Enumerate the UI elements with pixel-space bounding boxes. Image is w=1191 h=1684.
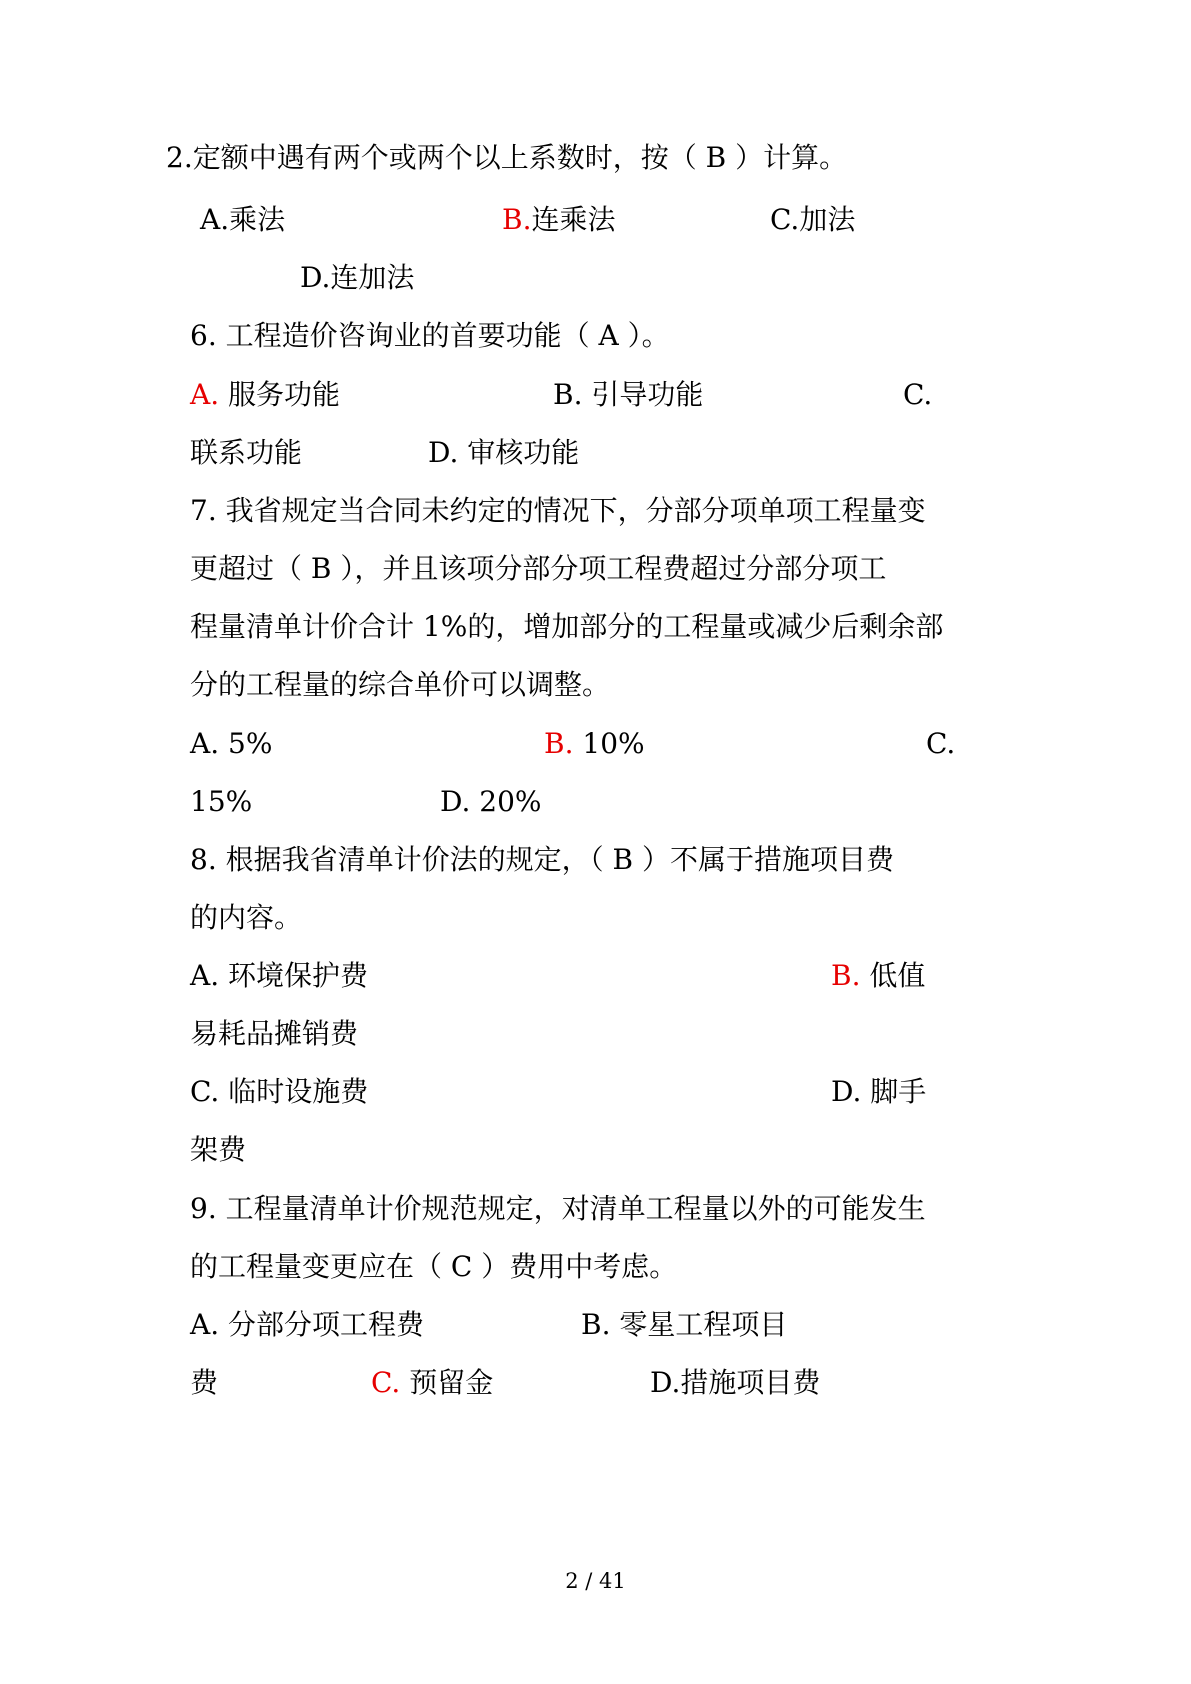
q6-option-a bbox=[190, 375, 340, 415]
question-7-line-1: 7. 我省规定当合同未约定的情况下，分部分项单项工程量变 bbox=[190, 494, 926, 527]
q2-option-a-text: 乘法 bbox=[229, 203, 286, 236]
q9-option-c-text: 预留金 bbox=[400, 1366, 494, 1399]
question-7-line-3: 程量清单计价合计 1%的，增加部分的工程量或减少后剩余部 bbox=[190, 610, 944, 643]
q8-option-b bbox=[831, 956, 925, 996]
page-number: 2 / 41 bbox=[565, 1569, 626, 1593]
q6-option-b: B. 引导功能 bbox=[553, 378, 704, 411]
q8-option-d: D. 脚手 bbox=[831, 1075, 927, 1108]
q9-option-b: B. 零星工程项目 bbox=[581, 1308, 788, 1341]
q2-option-a-letter: A. bbox=[200, 203, 230, 236]
q2-option-a bbox=[200, 200, 285, 240]
q7-option-d: D. 20% bbox=[440, 785, 542, 818]
q2-option-d-text: 连加法 bbox=[330, 261, 415, 294]
q6-option-c-letter: C. bbox=[903, 378, 933, 411]
q8-option-a: A. 环境保护费 bbox=[190, 959, 369, 992]
question-8-line-1: 8. 根据我省清单计价法的规定，（ B ）不属于措施项目费 bbox=[190, 843, 894, 876]
q2-option-d-letter: D. bbox=[300, 261, 331, 294]
q2-option-b bbox=[502, 200, 616, 240]
q6-option-d: D. 审核功能 bbox=[428, 436, 580, 469]
q9-option-c-letter-answer: C. bbox=[371, 1366, 401, 1399]
q2-option-d bbox=[300, 258, 414, 298]
q2-option-b-text: 连乘法 bbox=[531, 203, 616, 236]
question-6-stem: 6. 工程造价咨询业的首要功能（ A ）。 bbox=[190, 319, 670, 352]
question-9-line-1: 9. 工程量清单计价规范规定，对清单工程量以外的可能发生 bbox=[190, 1192, 926, 1225]
q8-option-c: C. 临时设施费 bbox=[190, 1075, 369, 1108]
q7-option-c-letter: C. bbox=[926, 727, 956, 760]
q7-option-b bbox=[544, 724, 645, 764]
q8-option-d-continued: 架费 bbox=[190, 1133, 247, 1166]
q6-option-a-text: 服务功能 bbox=[219, 378, 341, 411]
q7-option-b-letter-answer: B. bbox=[544, 727, 574, 760]
q8-option-b-text: 低值 bbox=[860, 959, 926, 992]
q8-option-b-continued: 易耗品摊销费 bbox=[190, 1017, 359, 1050]
question-7-line-2: 更超过（ B ），并且该项分部分项工程费超过分部分项工 bbox=[190, 552, 887, 585]
q2-option-c-text: 加法 bbox=[799, 203, 856, 236]
q9-option-c bbox=[371, 1363, 493, 1403]
q9-option-d: D.措施项目费 bbox=[650, 1366, 821, 1399]
question-8-line-2: 的内容。 bbox=[190, 901, 303, 934]
q6-option-a-letter-answer: A. bbox=[190, 378, 220, 411]
q2-option-c bbox=[770, 200, 855, 240]
q7-option-c-text: 15% bbox=[190, 785, 253, 818]
q2-option-c-letter: C. bbox=[770, 203, 800, 236]
q8-option-b-letter-answer: B. bbox=[831, 959, 861, 992]
question-9-line-2: 的工程量变更应在（ C ）费用中考虑。 bbox=[190, 1250, 678, 1283]
q7-option-b-text: 10% bbox=[573, 727, 645, 760]
question-2-stem: 2.定额中遇有两个或两个以上系数时，按（ B ）计算。 bbox=[166, 141, 848, 174]
q6-option-c-text: 联系功能 bbox=[190, 436, 303, 469]
q9-option-b-continued: 费 bbox=[190, 1366, 219, 1399]
q7-option-a: A. 5% bbox=[190, 727, 273, 760]
question-7-line-4: 分的工程量的综合单价可以调整。 bbox=[190, 668, 611, 701]
q9-option-a: A. 分部分项工程费 bbox=[190, 1308, 425, 1341]
q2-option-b-letter-answer: B. bbox=[502, 203, 532, 236]
